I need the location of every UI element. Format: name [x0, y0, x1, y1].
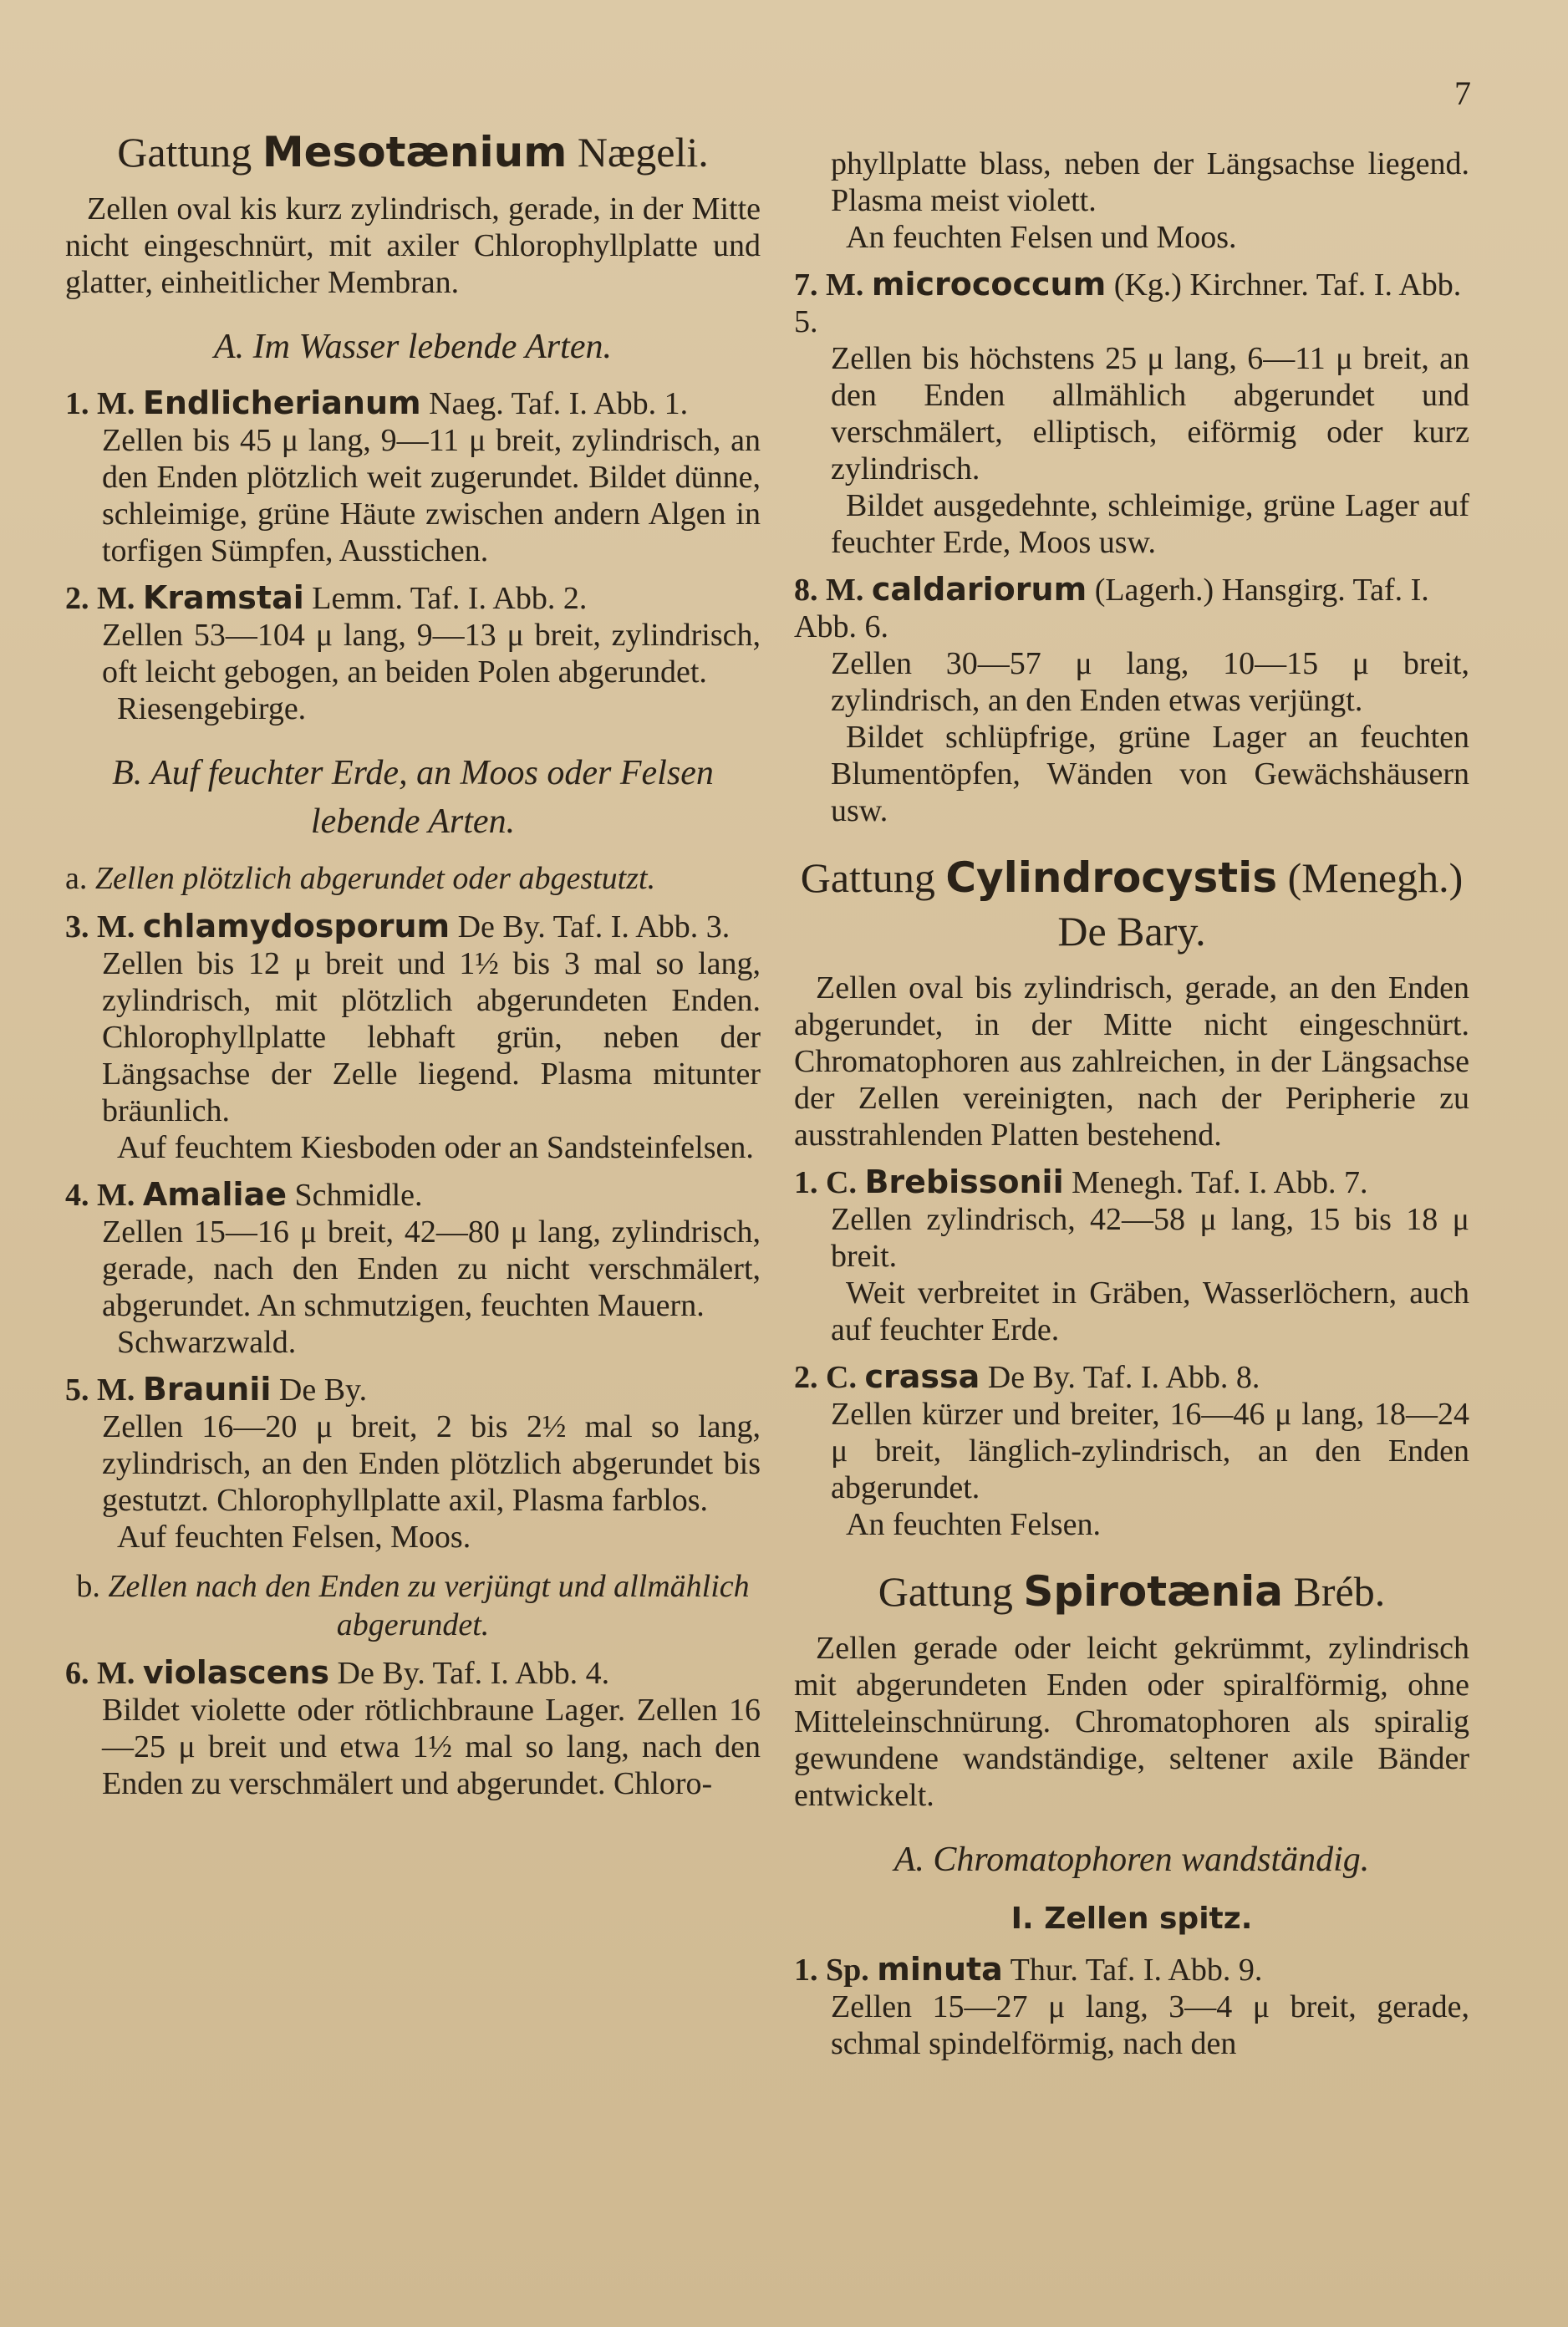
- species-genus: M.: [97, 909, 135, 945]
- species-description: Zellen 53—104 μ lang, 9—13 μ breit, zylindrisch, oft leicht gebogen, an beiden Polen abgerundet.: [102, 618, 761, 690]
- species-description: Zellen kürzer und breiter, 16—46 μ lang, 18—24 μ breit, länglich-zylindrisch, an den Enden abgerundet.: [831, 1397, 1469, 1505]
- species-reference: De By. Taf. I. Abb. 3.: [457, 909, 731, 945]
- species-number: 1.: [794, 1953, 818, 1988]
- species-header: [794, 1951, 1469, 1988]
- species-name: Kramstai: [142, 579, 304, 616]
- species-entry: [65, 579, 761, 727]
- subsection-b: [65, 1567, 761, 1644]
- right-column: [794, 125, 1469, 2062]
- species-entry: [794, 1951, 1469, 2062]
- subheading-zellen-spitz: I. Zellen spitz.: [1011, 1902, 1253, 1936]
- species-number: 5.: [65, 1372, 89, 1408]
- subsection-letter: b.: [76, 1569, 100, 1604]
- species-header: [65, 1371, 761, 1408]
- continued-habitat: An feuchten Felsen und Moos.: [846, 220, 1237, 255]
- species-entry: [65, 908, 761, 1166]
- species-entry: [65, 1371, 761, 1556]
- species-number: 2.: [65, 581, 89, 616]
- species-description: Zellen 30—57 μ lang, 10—15 μ breit, zylindrisch, an den Enden etwas verjüngt.: [831, 646, 1469, 718]
- left-column: [65, 125, 761, 1802]
- species-number: 7.: [794, 267, 818, 303]
- subsection-a: [65, 859, 761, 898]
- species-reference: De By. Taf. I. Abb. 8.: [987, 1360, 1260, 1395]
- species-entry: [65, 1654, 761, 1802]
- species-description: Bildet violette oder rötlichbraune Lager. Zellen 16—25 μ breit und etwa 1½ mal so lang, nach den Enden zu verschmälert und abgerundet. Chloro-: [102, 1693, 761, 1801]
- species-habitat: Auf feuchten Felsen, Moos.: [117, 1520, 471, 1555]
- genus-label: Gattung: [878, 1568, 1013, 1615]
- genus-description: Zellen oval kis kurz zylindrisch, gerade, in der Mitte nicht eingeschnürt, mit axiler Chlorophyllplatte und glatter, einheitlicher Membran.: [65, 191, 761, 300]
- species-habitat: Weit verbreitet in Gräben, Wasserlöchern, auch auf feuchter Erde.: [831, 1276, 1469, 1347]
- species-name: caldariorum: [871, 571, 1087, 608]
- genus-heading-cylindrocystis: [794, 851, 1469, 958]
- species-genus: M.: [97, 386, 135, 421]
- genus-heading-mesotaenium: [65, 125, 761, 179]
- species-entry: [794, 571, 1469, 829]
- species-habitat: Auf feuchtem Kiesboden oder an Sandsteinfelsen.: [117, 1130, 754, 1165]
- species-name: Brebissonii: [864, 1164, 1064, 1200]
- species-description: Zellen zylindrisch, 42—58 μ lang, 15 bis 18 μ breit.: [831, 1202, 1469, 1274]
- species-description: Zellen bis 45 μ lang, 9—11 μ breit, zylindrisch, an den Enden plötzlich weit zugerundet. Bildet dünne, schleimige, grüne Häute zwischen andern Algen in torfigen Sümpfen, Ausstichen.: [102, 423, 761, 568]
- subsection-text: Zellen plötzlich abgerundet oder abgestutzt.: [94, 861, 656, 896]
- genus-name: Mesotænium: [262, 128, 568, 176]
- species-habitat: Bildet schlüpfrige, grüne Lager an feuchten Blumentöpfen, Wänden von Gewächshäusern usw.: [831, 720, 1469, 828]
- species-header: [65, 1176, 761, 1214]
- species-reference: De By. Taf. I. Abb. 4.: [337, 1656, 610, 1691]
- species-genus: M.: [97, 1178, 135, 1213]
- species-genus: C.: [826, 1165, 857, 1200]
- species-genus: Sp.: [826, 1953, 869, 1988]
- genus-description: Zellen oval bis zylindrisch, gerade, an den Enden abgerundet, in der Mitte nicht eingeschnürt. Chromatophoren aus zahlreichen, in der Längsachse der Zellen vereinigten, nach der Peripherie zu ausstrahlenden Platten bestehend.: [794, 970, 1469, 1153]
- species-entry: [794, 1164, 1469, 1348]
- species-genus: M.: [97, 1372, 135, 1408]
- species-number: 1.: [794, 1165, 818, 1200]
- species-header: [794, 266, 1469, 340]
- species-genus: M.: [826, 267, 864, 303]
- species-reference: Schmidle.: [294, 1178, 423, 1213]
- genus-label: Gattung: [117, 129, 252, 176]
- species-name: minuta: [877, 1951, 1003, 1988]
- species-reference: Menegh. Taf. I. Abb. 7.: [1072, 1165, 1368, 1200]
- genus-label: Gattung: [800, 854, 935, 901]
- species-name: Braunii: [142, 1371, 272, 1408]
- species-genus: M.: [826, 573, 864, 608]
- species-name: chlamydosporum: [142, 908, 451, 945]
- species-continuation: [794, 145, 1469, 256]
- species-genus: C.: [826, 1360, 857, 1395]
- species-number: 4.: [65, 1178, 89, 1213]
- species-name: Amaliae: [142, 1176, 287, 1213]
- species-genus: M.: [97, 581, 135, 616]
- species-header: [65, 579, 761, 617]
- species-reference: De By.: [278, 1372, 368, 1408]
- species-name: micrococcum: [871, 266, 1107, 303]
- section-heading-chromatophoren: A. Chromatophoren wandständig.: [893, 1841, 1370, 1879]
- species-header: [794, 1164, 1469, 1201]
- genus-name: Cylindrocystis: [945, 853, 1278, 902]
- species-entry: [65, 384, 761, 569]
- species-genus: M.: [97, 1656, 135, 1691]
- species-description: Zellen 16—20 μ breit, 2 bis 2½ mal so lang, zylindrisch, an den Enden plötzlich abgerundet bis gestutzt. Chlorophyllplatte axil, Plasma farblos.: [102, 1409, 761, 1518]
- species-header: [65, 1654, 761, 1692]
- species-number: 6.: [65, 1656, 89, 1691]
- species-habitat: An feuchten Felsen.: [846, 1507, 1101, 1542]
- species-header: [794, 1358, 1469, 1396]
- genus-heading-spirotaenia: [794, 1565, 1469, 1618]
- species-name: violascens: [142, 1654, 330, 1691]
- genus-name: Spirotænia: [1023, 1567, 1284, 1616]
- species-entry: [794, 266, 1469, 561]
- species-header: [794, 571, 1469, 645]
- species-header: [65, 384, 761, 422]
- species-number: 8.: [794, 573, 818, 608]
- genus-author: Bréb.: [1293, 1568, 1386, 1615]
- species-name: crassa: [864, 1358, 980, 1395]
- species-entry: [794, 1358, 1469, 1543]
- species-entry: [65, 1176, 761, 1361]
- species-description: Zellen bis höchstens 25 μ lang, 6—11 μ breit, an den Enden allmählich abgerundet und verschmälert, elliptisch, eiförmig oder kurz zylindrisch.: [831, 341, 1469, 486]
- subsection-letter: a.: [65, 861, 88, 896]
- genus-author: (Menegh.) De Bary.: [1057, 854, 1464, 955]
- genus-author: Nægeli.: [577, 129, 709, 176]
- page-number: 7: [1454, 74, 1471, 112]
- species-number: 2.: [794, 1360, 818, 1395]
- species-reference: (Kg.) Kirchner. Taf. I. Abb. 5.: [794, 267, 1462, 339]
- species-header: [65, 908, 761, 945]
- section-heading-b: B. Auf feuchter Erde, an Moos oder Felsen lebende Arten.: [112, 754, 714, 841]
- continued-description: phyllplatte blass, neben der Längsachse liegend. Plasma meist violett.: [831, 146, 1469, 218]
- genus-description: Zellen gerade oder leicht gekrümmt, zylindrisch mit abgerundeten Enden oder spiralförmig, ohne Mitteleinschnürung. Chromatophoren als spiralig gewundene wandständige, seltener axile Bänder entwickelt.: [794, 1631, 1469, 1813]
- species-name: Endlicherianum: [142, 384, 421, 421]
- species-number: 3.: [65, 909, 89, 945]
- species-habitat: Bildet ausgedehnte, schleimige, grüne Lager auf feuchter Erde, Moos usw.: [831, 488, 1469, 560]
- species-description: Zellen bis 12 μ breit und 1½ bis 3 mal so lang, zylindrisch, mit plötzlich abgerundeten Enden. Chlorophyllplatte lebhaft grün, neben der Längsachse der Zelle liegend. Plasma mitunter bräunlich.: [102, 946, 761, 1128]
- section-heading-a: A. Im Wasser lebende Arten.: [214, 328, 612, 366]
- subsection-text: Zellen nach den Enden zu verjüngt und allmählich abgerundet.: [108, 1569, 750, 1642]
- species-reference: Naeg. Taf. I. Abb. 1.: [429, 386, 689, 421]
- species-reference: (Lagerh.) Hansgirg. Taf. I. Abb. 6.: [794, 573, 1429, 644]
- species-description: Zellen 15—27 μ lang, 3—4 μ breit, gerade, schmal spindelförmig, nach den: [831, 1989, 1469, 2061]
- species-number: 1.: [65, 386, 89, 421]
- species-habitat: Riesengebirge.: [117, 691, 307, 726]
- species-reference: Thur. Taf. I. Abb. 9.: [1010, 1953, 1263, 1988]
- species-habitat: Schwarzwald.: [117, 1325, 297, 1360]
- species-reference: Lemm. Taf. I. Abb. 2.: [312, 581, 588, 616]
- species-description: Zellen 15—16 μ breit, 42—80 μ lang, zylindrisch, gerade, nach den Enden zu nicht verschmälert, abgerundet. An schmutzigen, feuchten Mauern.: [102, 1214, 761, 1323]
